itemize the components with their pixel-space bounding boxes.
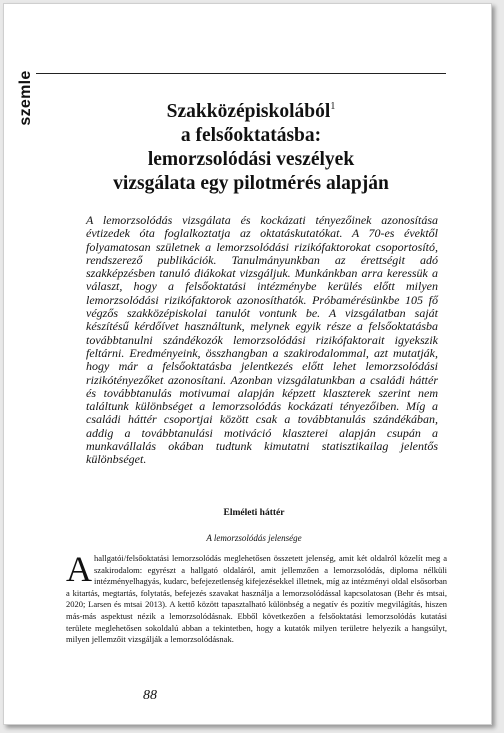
body-paragraph	[66, 549, 447, 646]
title-line-4: vizsgálata egy pilotmérés alapján	[113, 173, 389, 194]
title-line-1: Szakközépiskolából	[166, 101, 331, 122]
header-rule	[36, 73, 446, 74]
page-number: 88	[143, 688, 157, 703]
drop-cap: A	[66, 549, 92, 589]
title-footnote-mark[interactable]: 1	[330, 101, 336, 112]
section-tag-label: szemle	[17, 70, 34, 126]
journal-page	[3, 3, 492, 725]
title-line-2: a felsőoktatásba:	[180, 125, 322, 146]
title-line-3: lemorzsolódási veszélyek	[147, 149, 355, 170]
section-tag	[13, 66, 39, 130]
article-title	[66, 100, 436, 196]
abstract: A lemorzsolódás vizsgálata és kockázati tényezőinek azonosítása évtizedek óta foglalkoztatja az oktatáskutatókat. A 70-es évektől folyamatosan születnek a lemorzsolódási rizikófaktorokat csoportosító, rendszerező publikációk. Tanulmányunkban az érettségit adó szakképzésben tanuló diákokat vizsgáljuk. Munkánkban arra keressük a választ, hogy a felsőoktatási intézménybe kerülés előtt milyen lemorzsolódási rizikófaktorok azonosíthatók. Próbamérésünkbe 105 fő végzős szakközépiskolai tanulót vontunk be. A vizsgálatban saját készítésű kérdőívet használtunk, melynek egyik része a felsőoktatásba továbbtanulni szándékozók lemorzsolódási rizikófaktorait igyekszik feltárni. Eredményeink, összhangban a szakirodalommal, azt mutatják, hogy már a felsőoktatásba jelentkezés előtt lehet lemorzsolódási rizikótényezőket azonosítani. Azonban vizsgálatunkban a családi háttér és továbbtanulás motivumai alapján képzett klaszterek szerint nem találtunk különbséget a lemorzsolódás kockázati tényezőiben. Míg a családi háttér csoportjai között csak a továbbtanulás szándékában, addig a továbbtanulási motiváció klaszterei alapján csupán a munkavállalás okában tudtunk kimutatni statisztikailag jelentős különbséget.	[86, 213, 438, 467]
section-heading: Elméleti háttér	[223, 508, 285, 518]
subsection-heading: A lemorzsolódás jelensége	[206, 533, 302, 543]
body-paragraph-text: hallgatói/felsőoktatási lemorzsolódás meglehetősen összetett jelenség, amit két oldalról közelít meg a szakirodalom: egyrészt a hallgató oldaláról, amit jellemzően a lemorzsolódás, diploma nélküli intézményelhagyás, kudarc, befejezetlenség kifejezésekkel illetnek, míg az intézményi oldal elsősorban a kitartás, megtartás, folytatás, befejezés szavakat használja a lemorzsolódással kapcsolatosan (Behr és mtsai, 2020; Larsen és mtsai 2013). A kettő között tapasztalható különbség a negatív és pozitív megvilágítás, hiszen más-más aspektust nézik a lemorzsolódásnak. Ebből következően a felsőoktatási lemorzsolódás kutatási területe meglehetősen sokoldalú abban a tekintetben, hogy a kutatók milyen területre helyezik a hangsúlyt, milyen jellemzőit vizsgálják a lemorzsolódásnak.	[66, 553, 447, 645]
